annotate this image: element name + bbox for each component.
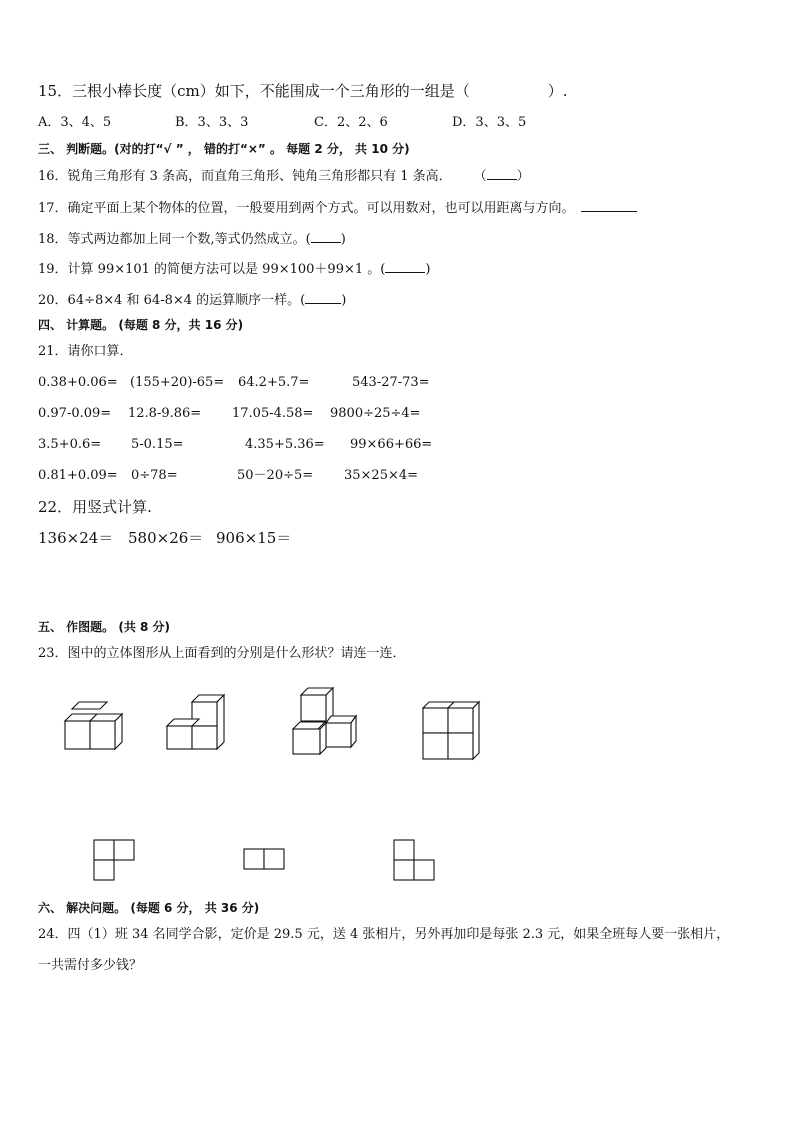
paren-close: ): [341, 293, 347, 308]
calc-item: 543-27-73=: [352, 375, 430, 390]
top-view-shape-1[interactable]: [90, 836, 140, 882]
calc-item: 99×66+66=: [350, 437, 433, 452]
question-19-text: 19．计算 99×101 的简便方法可以是 99×100＋99×1 。(: [38, 262, 386, 277]
calc-item: 3.5+0.6=: [38, 437, 102, 452]
section-4-title: 四、 计算题。 (每题 8 分，共 16 分): [38, 318, 244, 332]
calc-item: 12.8-9.86=: [128, 406, 202, 421]
paren-open: （: [473, 169, 487, 184]
question-22-title: 22．用竖式计算.: [38, 498, 152, 516]
question-21-title: 21．请你口算．: [38, 344, 133, 359]
calc-item: 50－20÷5=: [237, 468, 314, 483]
answer-blank[interactable]: [487, 167, 517, 180]
question-16-text: 16．锐角三角形有 3 条高，而直角三角形、钝角三角形都只有 1 条高．: [38, 169, 452, 184]
question-15: [38, 83, 568, 99]
answer-blank[interactable]: [581, 199, 637, 212]
solid-figure-3[interactable]: [288, 685, 363, 760]
question-15-tail: ）.: [547, 82, 568, 100]
calc-item: 0.97-0.09=: [38, 406, 112, 421]
paren-close: ): [340, 232, 346, 247]
question-17-text: 17．确定平面上某个物体的位置，一般要用到两个方式。可以用数对，也可以用距离与方向。: [38, 201, 575, 216]
question-20-text: 20．64÷8×4 和 64-8×4 的运算顺序一样。(: [38, 293, 306, 308]
calc-item: 0÷78=: [131, 468, 178, 483]
answer-blank[interactable]: [311, 230, 341, 243]
calc-item: 9800÷25÷4=: [330, 406, 421, 421]
section-3-title: 三、 判断题。(对的打“√ ” ， 错的打“×” 。 每题 2 分， 共 10 分): [38, 142, 410, 156]
option-c: C．2、2、6: [314, 115, 388, 130]
calc-item: 5-0.15=: [131, 437, 184, 452]
solid-figure-4[interactable]: [418, 700, 488, 765]
answer-blank[interactable]: [385, 260, 425, 273]
question-18: [38, 230, 346, 248]
top-view-shape-2[interactable]: [240, 845, 290, 875]
option-b: B．3、3、3: [175, 115, 249, 130]
calc-item: 0.81+0.09=: [38, 468, 118, 483]
section-5-title: 五、 作图题。 (共 8 分): [38, 620, 171, 634]
question-18-text: 18．等式两边都加上同一个数,等式仍然成立。(: [38, 232, 311, 247]
calc-item: (155+20)-65=: [130, 375, 225, 390]
calc-item: 64.2+5.7=: [238, 375, 310, 390]
question-20: [38, 291, 346, 309]
solid-figure-2[interactable]: [162, 692, 232, 757]
paren-close: ）: [516, 169, 530, 184]
question-23: 23．图中的立体图形从上面看到的分别是什么形状？请连一连．: [38, 646, 406, 661]
calc-item: 17.05-4.58=: [232, 406, 314, 421]
calc-item: 35×25×4=: [344, 468, 419, 483]
question-24-line-2: 一共需付多少钱？: [38, 958, 143, 973]
option-d: D．3、3、5: [452, 115, 527, 130]
question-24-line-1: 24．四（1）班 34 名同学合影，定价是 29.5 元，送 4 张相片，另外再加印是每张 2.3 元，如果全班每人要一张相片，: [38, 927, 730, 942]
paren-close: ): [425, 262, 431, 277]
vertical-calc-item: 136×24＝: [38, 529, 114, 547]
solid-figure-1[interactable]: [60, 700, 130, 755]
question-19: [38, 260, 430, 278]
vertical-calc-item: 580×26＝: [128, 529, 204, 547]
question-17: [38, 199, 637, 217]
question-15-text: 15．三根小棒长度（cm）如下，不能围成一个三角形的一组是（: [38, 82, 470, 100]
section-6-title: 六、 解决问题。 (每题 6 分， 共 36 分): [38, 901, 260, 915]
question-16: [38, 167, 530, 185]
vertical-calc-item: 906×15＝: [216, 529, 292, 547]
option-a: A．3、4、5: [38, 115, 112, 130]
calc-item: 0.38+0.06=: [38, 375, 118, 390]
top-view-shape-3[interactable]: [390, 836, 440, 882]
answer-blank[interactable]: [305, 291, 341, 304]
calc-item: 4.35+5.36=: [245, 437, 325, 452]
